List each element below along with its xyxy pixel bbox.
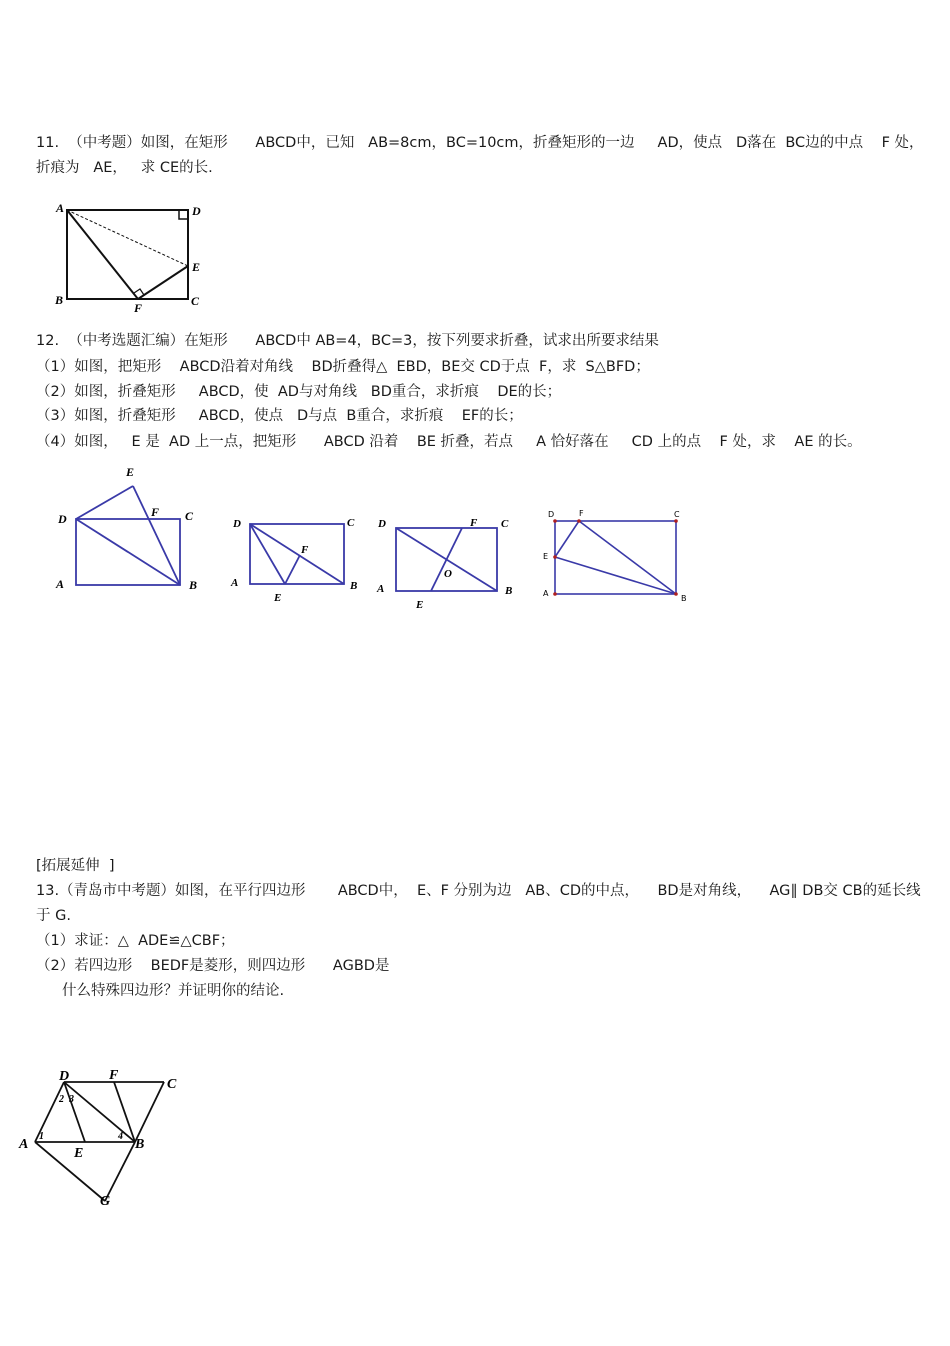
q12f3-label-O: O <box>444 568 452 580</box>
q12f1-label-F: F <box>151 505 160 519</box>
q12f2-label-C: C <box>347 517 355 529</box>
q11-label-D: D <box>192 204 201 218</box>
q12f1-label-B: B <box>189 578 198 592</box>
q13-angle-1: 1 <box>39 1131 44 1142</box>
q12f1-label-A: A <box>56 577 65 591</box>
q12f3-label-A: A <box>377 583 385 595</box>
q12f1-label-D: D <box>58 512 67 526</box>
q12-line-1: 12. （中考选题汇编）在矩形 ABCD中 AB=4，BC=3，按下列要求折叠，试求出所要求结果 <box>36 333 659 349</box>
q11-line-1: 11. （中考题）如图，在矩形 ABCD中，已知 AB=8cm，BC=10cm，折叠矩形的一边 AD，使点 D落在 BC边的中点 F 处， <box>36 135 924 151</box>
q12-figure-4 <box>540 505 695 605</box>
q13-sub-2: （2）若四边形 BEDF是菱形，则四边形 AGBD是 <box>36 958 390 974</box>
q13-label-D: D <box>59 1069 70 1084</box>
q12f1-label-C: C <box>185 509 194 523</box>
q12f2-label-B: B <box>350 580 358 592</box>
q12f2-label-D: D <box>233 518 241 530</box>
q12f3-label-C: C <box>501 518 509 530</box>
q12-figure-2 <box>225 510 365 605</box>
q11-label-F: F <box>134 301 143 315</box>
q12f3-label-F: F <box>470 517 478 529</box>
q12-sub-4: （4）如图， E 是 AD 上一点，把矩形 ABCD 沿着 BE 折叠，若点 A 恰好落在 CD 上的点 F 处，求 AE 的长。 <box>36 434 862 450</box>
q12f3-label-D: D <box>378 518 386 530</box>
q13-label-B: B <box>135 1137 145 1152</box>
q11-label-C: C <box>191 294 200 308</box>
q13-label-G: G <box>100 1194 111 1209</box>
q12-figure-1 <box>52 460 212 595</box>
q12-sub-3: （3）如图，折叠矩形 ABCD，使点 D与点 B重合，求折痕 EF的长； <box>36 408 523 424</box>
q13-line-1: 13.（青岛市中考题）如图，在平行四边形 ABCD中， E、F 分别为边 AB、CD的中点， BD是对角线， AG∥ DB交 CB的延长线 <box>36 883 921 899</box>
q13-line-2: 于 G. <box>36 908 71 924</box>
q12-figure-3 <box>370 510 520 610</box>
q12f4-label-A: A <box>543 589 549 598</box>
q12-sub-2: （2）如图，折叠矩形 ABCD，使 AD与对角线 BD重合，求折痕 DE的长； <box>36 384 562 400</box>
q11-line-2: 折痕为 AE， 求 CE的长. <box>36 160 213 176</box>
q13-label-F: F <box>109 1068 119 1083</box>
q13-label-A: A <box>19 1137 29 1152</box>
q12f3-label-B: B <box>505 585 513 597</box>
extension-header: [拓展延伸 ] <box>36 858 115 874</box>
q13-sub-3: 什么特殊四边形？并证明你的结论. <box>62 983 285 999</box>
q12f2-label-E: E <box>274 592 282 604</box>
q13-sub-1: （1）求证：△ ADE≌△CBF； <box>36 933 235 949</box>
q12f1-label-E: E <box>126 465 135 479</box>
q13-label-E: E <box>74 1146 84 1161</box>
q13-figure <box>12 1062 202 1212</box>
q12f4-label-D: D <box>548 510 555 519</box>
q13-angle-3: 3 <box>69 1094 74 1105</box>
q11-label-B: B <box>55 293 64 307</box>
q12f4-label-E: E <box>543 552 549 561</box>
q12f4-label-B: B <box>681 594 687 603</box>
q13-angle-2: 2 <box>59 1094 64 1105</box>
q11-figure <box>50 198 210 316</box>
q12f4-label-F: F <box>579 509 584 518</box>
q13-angle-4: 4 <box>118 1131 123 1142</box>
q12f3-label-E: E <box>416 599 424 610</box>
q12-sub-1: （1）如图，把矩形 ABCD沿着对角线 BD折叠得△ EBD，BE交 CD于点 F，求 S△BFD； <box>36 359 650 375</box>
q13-label-C: C <box>167 1077 177 1092</box>
q11-label-A: A <box>56 201 65 215</box>
q11-label-E: E <box>192 260 201 274</box>
q12f2-label-A: A <box>231 577 239 589</box>
q12f4-label-C: C <box>674 510 680 519</box>
q12f2-label-F: F <box>301 544 309 556</box>
